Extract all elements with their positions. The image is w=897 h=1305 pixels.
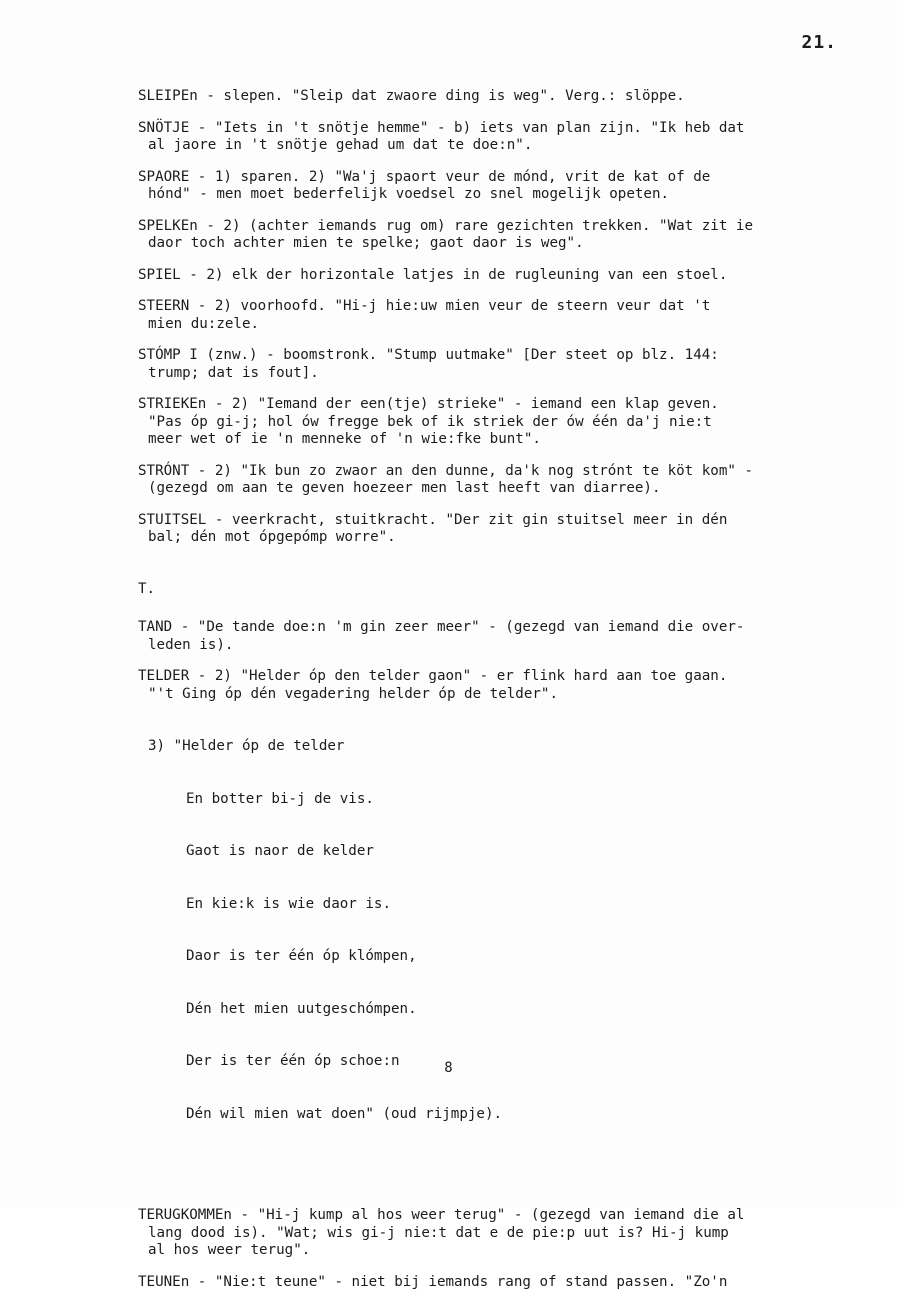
entry-stomp (138, 347, 838, 382)
entry-line: al jaore in 't snötje gehad um dat te doe:n". (148, 137, 533, 153)
page-number-bottom: 8 (444, 1060, 453, 1076)
entry-line: SPELKEn - 2) (achter iemands rug om) rare gezichten trekken. "Wat zit ie (138, 217, 753, 234)
entry-line: SLEIPEn - slepen. "Sleip dat zwaore ding is weg". Verg.: slöppe. (138, 88, 685, 104)
entry-terugkommen (138, 1207, 838, 1260)
entry-line: STRIEKEn - 2) "Iemand der een(tje) strieke" - iemand een klap geven. (138, 396, 719, 412)
entry-line: SPIEL - 2) elk der horizontale latjes in de rugleuning van een stoel. (138, 266, 728, 283)
entry-snotje (138, 120, 838, 155)
page-number-top: 21. (801, 32, 837, 53)
entry-line: daor toch achter mien te spelke; gaot daor is weg". (148, 235, 584, 251)
rhyme-line: Daor is ter één óp klómpen, (186, 948, 417, 964)
rhyme-intro: 3) "Helder óp de telder (148, 738, 345, 754)
entry-line: "Pas óp gi-j; hol ów fregge bek of ik striek der ów één da'j nie:t (148, 413, 712, 430)
entry-stuitsel (138, 512, 838, 547)
entry-line: TAND - "De tande doe:n 'm gin zeer meer" - (gezegd van iemand die over- (138, 619, 745, 635)
entry-line: STÓMP I (znw.) - boomstronk. "Stump uutmake" [Der steet op blz. 144: (138, 347, 719, 363)
entry-line: STEERN - 2) voorhoofd. "Hi-j hie:uw mien veur de steern veur dat 't (138, 298, 711, 314)
entry-telder (138, 668, 838, 703)
entry-spiel (138, 267, 838, 285)
entry-line: al hos weer terug". (148, 1242, 311, 1258)
entry-stront (138, 463, 838, 498)
entry-line: STRÓNT - 2) "Ik bun zo zwaor an den dunne, da'k nog strónt te köt kom" - (138, 462, 753, 479)
entry-spaore (138, 169, 838, 204)
entry-teunen (138, 1274, 838, 1292)
entry-line: TEUNEn - "Nie:t teune" - niet bij iemands rang of stand passen. "Zo'n (138, 1273, 728, 1290)
rhyme-line: En botter bi-j de vis. (186, 790, 374, 807)
entry-line: lang dood is). "Wat; wis gi-j nie:t dat e de pie:p uut is? Hi-j kump (148, 1224, 729, 1241)
entry-sleipen (138, 88, 838, 106)
entry-line: (gezegd om aan te geven hoezeer men last heeft van diarree). (148, 480, 661, 496)
entry-steern (138, 298, 838, 333)
entry-line: hónd" - men moet bederfelijk voedsel zo snel mogelijk opeten. (148, 186, 670, 202)
entry-line: meer wet of ie 'n menneke of 'n wie:fke bunt". (148, 431, 541, 447)
entry-tand (138, 619, 838, 654)
rhyme-line: Der is ter één óp schoe:n (186, 1053, 400, 1069)
entry-line: SNÖTJE - "Iets in 't snötje hemme" - b) iets van plan zijn. "Ik heb dat (138, 119, 745, 136)
entry-line: SPAORE - 1) sparen. 2) "Wa'j spaort veur de mónd, vrit de kat of de (138, 168, 711, 185)
entry-line: trump; dat is fout]. (148, 364, 319, 381)
entry-line: TELDER - 2) "Helder óp den telder gaon" - er flink hard aan toe gaan. (138, 668, 728, 684)
entry-line: leden is). (148, 636, 234, 653)
rhyme-line: Dén het mien uutgeschómpen. (186, 1000, 417, 1017)
entry-line: bal; dén mot ópgepómp worre". (148, 529, 396, 545)
rhyme-line: Gaot is naor de kelder (186, 843, 374, 859)
entry-strieken (138, 396, 838, 449)
entry-line: "'t Ging óp dén vegadering helder óp de telder". (148, 685, 558, 702)
entry-line: STUITSEL - veerkracht, stuitkracht. "Der zit gin stuitsel meer in dén (138, 511, 728, 528)
entry-line: TERUGKOMMEn - "Hi-j kump al hos weer terug" - (gezegd van iemand die al (138, 1207, 745, 1223)
entry-line: mien du:zele. (148, 315, 260, 332)
rhyme-line: En kie:k is wie daor is. (186, 895, 391, 912)
entry-spelken (138, 218, 838, 253)
telder-rhyme (138, 703, 838, 1193)
section-letter: T. (138, 580, 156, 597)
dictionary-entries (138, 88, 838, 1305)
rhyme-line: Dén wil mien wat doen" (oud rijmpje). (186, 1105, 503, 1122)
